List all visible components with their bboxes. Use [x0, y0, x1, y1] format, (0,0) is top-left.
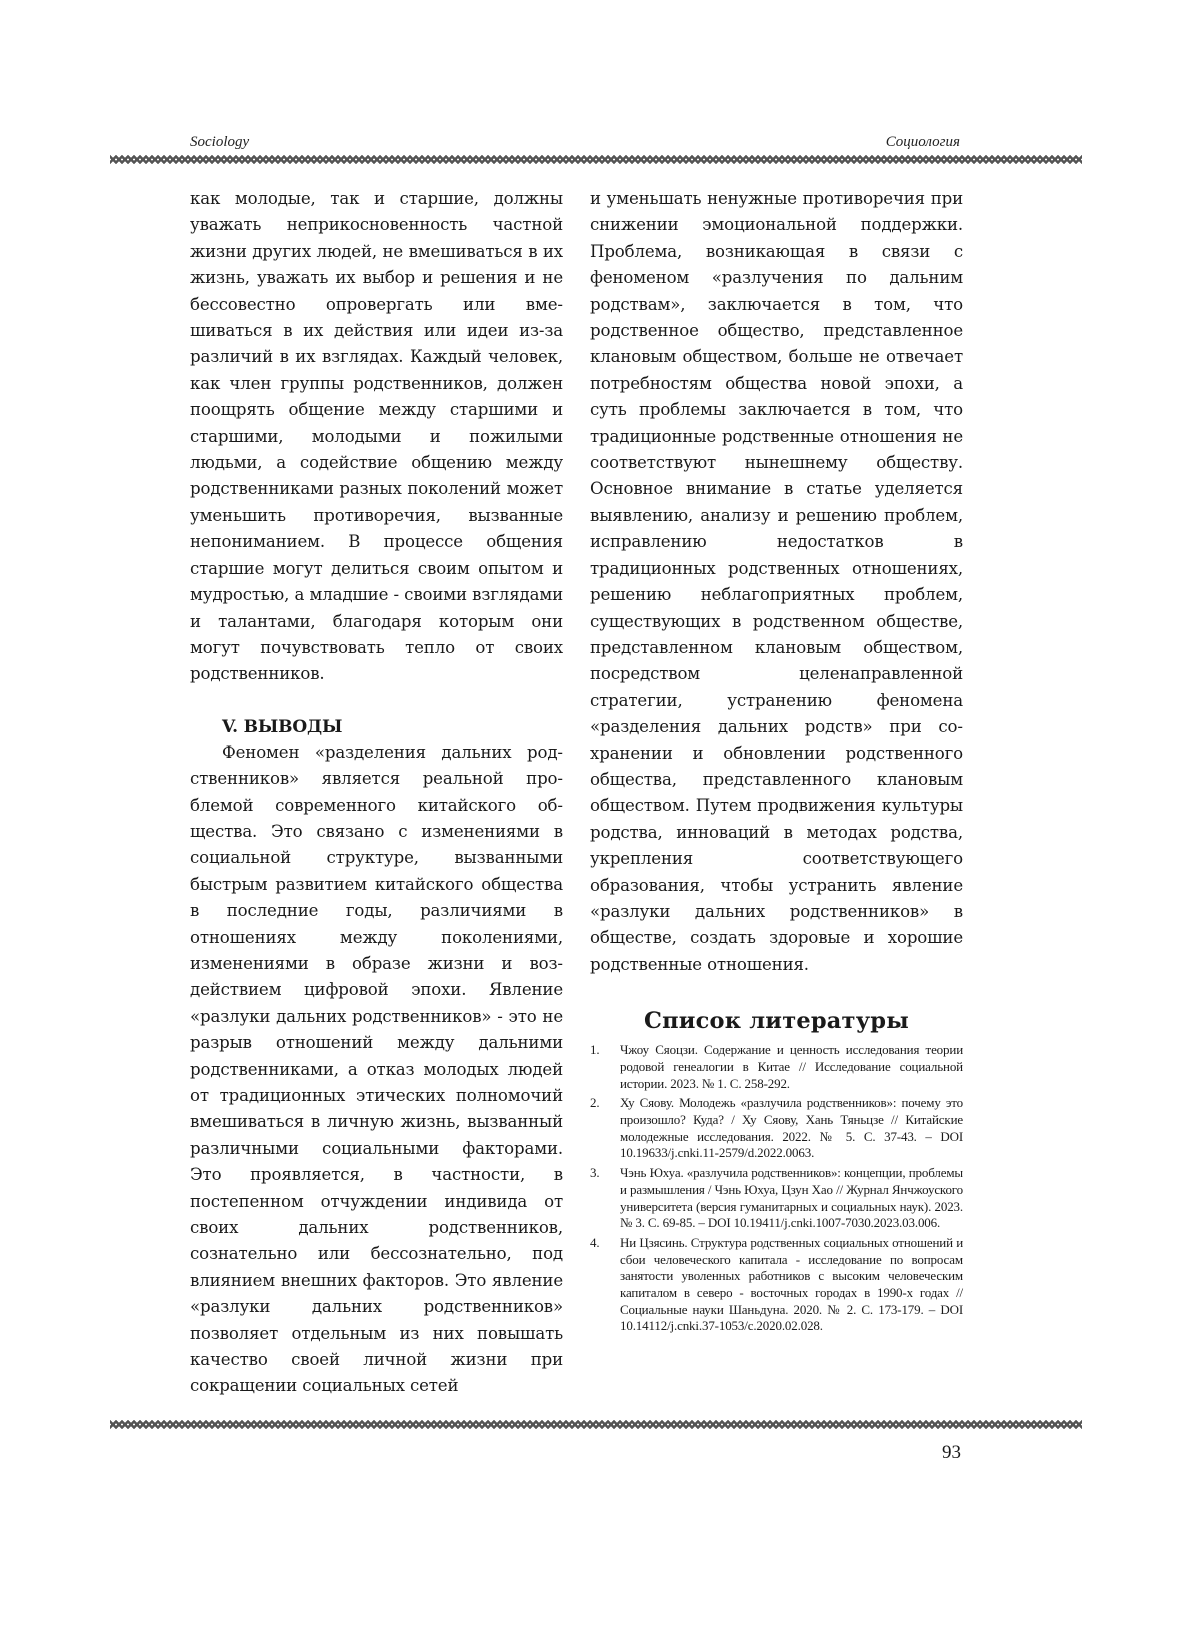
reference-item: [590, 1042, 963, 1092]
reference-number: 3.: [590, 1165, 600, 1181]
reference-text: Чжоу Сяоцзи. Содержание и ценность исследования теории родовой генеалогии в Китае // Исследование социальной истории. 2023. № 1. С. 258-292.: [620, 1042, 963, 1091]
reference-number: 2.: [590, 1095, 600, 1111]
footer-ornamental-rule: [110, 1420, 1082, 1429]
reference-text: Ни Цзясинь. Структура родственных социальных отношений и сбои человеческого капитала - исследование по вопросам занятости уволенных работников с высоким человеческим капиталом в северо - восточных городах в 1990-х годах // Социальные науки Шаньдуна. 2020. № 2. С. 173-179. – DOI 10.14112/j.cnki.37-1053/c.2020.02.028.: [620, 1234, 963, 1334]
references-title: Список литературы: [643, 1008, 909, 1035]
left-column: [190, 186, 563, 1400]
body-paragraph: как молодые, так и старшие, должны уважать неприкосновенность частной жизни других людей, не вмешиваться в их жизнь, уважать их выбор и решения и не бессовестно опровергать или вмешиваться в их действия или идеи из-за различий в их взглядах. Каждый человек, как член группы родственников, должен поощрять общение между старшими и старшими, молодыми и пожилыми людьми, а содействие общению между родственниками разных поколений может уменьшить противоречия, вызванные непониманием. В процессе общения старшие могут делиться своим опытом и мудростью, а младшие - своими взглядами и талантами, благодаря которым они могут почувствовать тепло от своих родственников.: [190, 189, 563, 684]
body-paragraph: Феномен «разделения дальних родственников» является реальной проблемой современного китайского общества. Это связано с изменениями в социальной структуре, вызванными быстрым развитием китайского общества в последние годы, различиями в отношениях между поколениями, изменениями в образе жизни и воздействием цифровой эпохи. Явление «разлуки дальних родственников» - это не разрыв отношений между дальними родственниками, а отказ молодых людей от традиционных этических полномочий вмешиваться в личную жизнь, вызванный различными социальными факторами. Это проявляется, в частности, в постепенном отчуждении индивида от своих дальних родственников, сознательно или бессознательно, под влиянием внешних факторов. Это явление «разлуки дальних родственников» позволяет отдельным из них повышать качество своей личной жизни при сокращении социальных сетей: [190, 742, 563, 1396]
section-heading: V. ВЫВОДЫ: [222, 716, 343, 737]
reference-text: Чэнь Юхуа. «разлучила родственников»: концепции, проблемы и размышления / Чэнь Юхуа, Цзун Хао // Журнал Янчжоуского университета (версия гуманитарных и социальных наук). 2023. № 3. С. 69-85. – DOI 10.19411/j.cnki.1007-7030.2023.03.006.: [620, 1165, 963, 1231]
reference-item: [590, 1165, 963, 1232]
page-number: 93: [942, 1442, 961, 1463]
reference-number: 4.: [590, 1234, 600, 1250]
reference-item: [590, 1095, 963, 1162]
body-paragraph: и уменьшать ненужные противоречия при снижении эмоциональной поддержки. Проблема, возникающая в связи с феноменом «разлучения по дальним родствам», заключается в том, что родственное общество, представленное клановым обществом, больше не отвечает потребностям общества новой эпохи, а суть проблемы заключается в том, что традиционные родственные отношения не соответствуют нынешнему обществу. Основное внимание в статье уделяется выявлению, анализу и решению проблем, исправлению недостатков в традиционных родственных отношениях, решению неблагоприятных проблем, существующих в родственном обществе, представленном клановым обществом, посредством целенаправленной стратегии, устранению феномена «разделения дальних родств» при сохранении и обновлении родственного общества, представленного клановым обществом. Путем продвижения культуры родства, инноваций в методах родства, укрепления соответствующего образования, чтобы устранить явление «разлуки дальних родственников» в обществе, создать здоровые и хорошие родственные отношения.: [590, 189, 963, 974]
header-ornamental-rule: [110, 155, 1082, 164]
reference-number: 1.: [590, 1042, 600, 1058]
reference-text: Ху Сяову. Молодежь «разлучила родственников»: почему это произошло? Куда? / Ху Сяову, Хань Тяньцзе // Китайские молодежные исследования. 2022. № 5. С. 37-43. – DOI 10.19633/j.cnki.11-2579/d.2022.0063.: [620, 1095, 963, 1161]
running-head-left: Sociology: [190, 134, 250, 150]
reference-item: [590, 1235, 963, 1335]
right-column: [590, 186, 963, 1338]
references-list: [590, 1042, 963, 1335]
running-head-right: Социология: [885, 134, 960, 150]
